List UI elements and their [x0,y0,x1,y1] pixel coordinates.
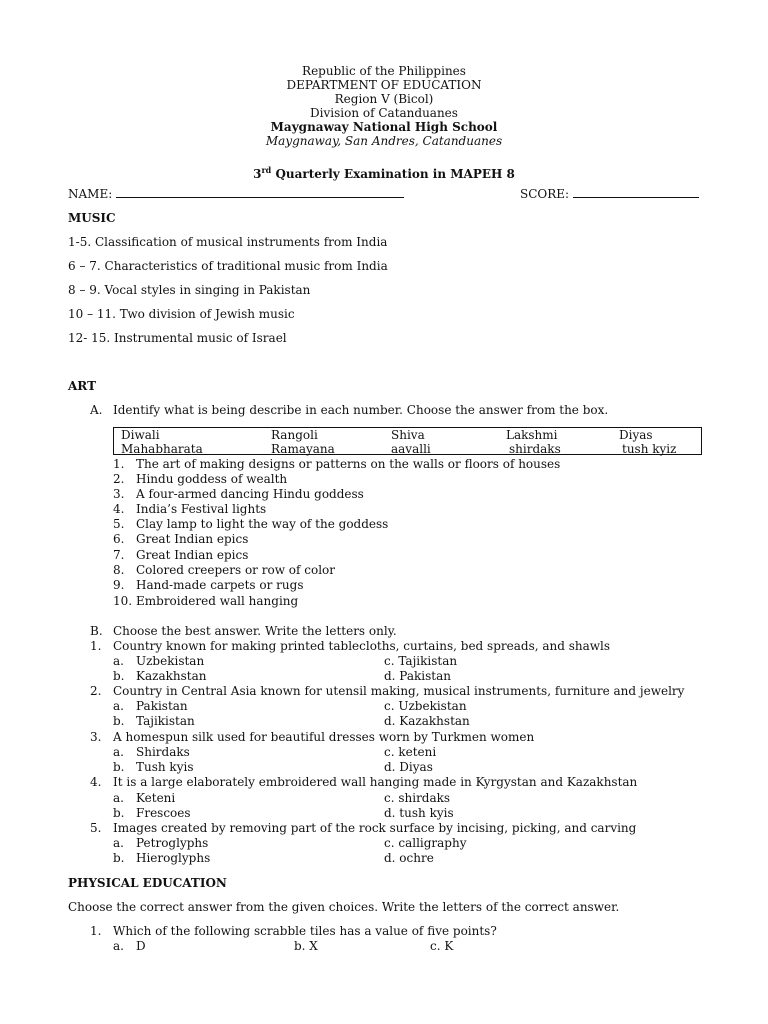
choice-letter: b. [113,714,125,728]
question-text: Which of the following scrabble tiles has a value of five points? [113,924,497,938]
choice-b: Kazakhstan [136,669,207,683]
music-item: 1-5. Classification of musical instruments from India [68,235,388,249]
exam-title-number: 3 [253,167,262,181]
question-number: 3. [90,730,102,744]
question-text: Country in Central Asia known for utensil making, musical instruments, furniture and jewelry [113,684,685,698]
choice-d: d. tush kyis [384,806,454,820]
score-blank[interactable] [573,187,699,198]
art-a-item: Hand-made carpets or rugs [136,578,304,592]
choice-a: Petroglyphs [136,836,209,850]
choice-letter: a. [113,939,124,953]
word-box-item: Rangoli [271,428,318,442]
art-a-item: Colored creepers or row of color [136,563,336,577]
choice-a: D [136,939,146,953]
choice-c: c. keteni [384,745,437,759]
question-number: 1. [90,924,102,938]
list-number: 2. [113,472,125,486]
art-heading: ART [68,379,97,393]
word-box-item: Shiva [391,428,425,442]
question-number: 5. [90,821,102,835]
choice-b: Frescoes [136,806,191,820]
music-item: 8 – 9. Vocal styles in singing in Pakistan [68,283,311,297]
choice-b: Hieroglyphs [136,851,211,865]
word-box-item: Mahabharata [121,442,203,456]
choice-a: Shirdaks [136,745,190,759]
word-box-item: Diwali [121,428,160,442]
question-number: 2. [90,684,102,698]
header-division: Division of Catanduanes [310,106,458,120]
choice-letter: a. [113,836,124,850]
score-field [520,187,699,202]
question-text: A homespun silk used for beautiful dresses worn by Turkmen women [113,730,535,744]
question-text: Images created by removing part of the rock surface by incising, picking, and carving [113,821,637,835]
art-part-b-instruction: Choose the best answer. Write the letters only. [113,624,397,638]
word-box-item: Lakshmi [506,428,558,442]
art-part-a-letter: A. [90,403,103,417]
header-republic: Republic of the Philippines [302,64,466,78]
art-part-b-letter: B. [90,624,103,638]
choice-letter: b. [113,760,125,774]
question-number: 1. [90,639,102,653]
music-heading: MUSIC [68,211,116,225]
music-item: 6 – 7. Characteristics of traditional music from India [68,259,388,273]
word-box-item: tush kyiz [622,442,677,456]
art-a-item: Hindu goddess of wealth [136,472,288,486]
choice-a: Pakistan [136,699,188,713]
list-number: 6. [113,532,125,546]
choice-b: Tush kyis [136,760,194,774]
choice-a: Uzbekistan [136,654,205,668]
choice-letter: a. [113,791,124,805]
choice-c: c. shirdaks [384,791,451,805]
choice-c: c. calligraphy [384,836,467,850]
list-number: 5. [113,517,125,531]
word-box-item: shirdaks [509,442,561,456]
pe-heading: PHYSICAL EDUCATION [68,876,227,890]
choice-letter: b. [113,806,125,820]
list-number: 4. [113,502,125,516]
question-text: It is a large elaborately embroidered wall hanging made in Kyrgystan and Kazakhstan [113,775,638,789]
score-label: SCORE: [520,187,570,201]
list-number: 8. [113,563,125,577]
choice-c: c. Tajikistan [384,654,458,668]
header-address: Maygnaway, San Andres, Catanduanes [265,134,503,148]
art-part-a-instruction: Identify what is being describe in each number. Choose the answer from the box. [113,403,609,417]
art-a-item: A four-armed dancing Hindu goddess [136,487,364,501]
list-number: 9. [113,578,125,592]
word-box-item: Diyas [619,428,653,442]
choice-d: d. ochre [384,851,434,865]
art-a-item: India’s Festival lights [136,502,267,516]
choice-b: b. X [294,939,318,953]
pe-instruction: Choose the correct answer from the given choices. Write the letters of the correct answer. [68,900,620,914]
word-box-item: aavalli [391,442,431,456]
choice-a: Keteni [136,791,176,805]
art-a-item: Great Indian epics [136,548,249,562]
question-text: Country known for making printed tablecloths, curtains, bed spreads, and shawls [113,639,611,653]
choice-d: d. Pakistan [384,669,451,683]
art-a-item: Clay lamp to light the way of the goddess [136,517,389,531]
art-a-item: The art of making designs or patterns on the walls or floors of houses [136,457,561,471]
list-number: 1. [113,457,125,471]
name-label: NAME: [68,187,113,201]
music-item: 12- 15. Instrumental music of Israel [68,331,287,345]
header-region: Region V (Bicol) [334,92,434,106]
list-number: 10. [113,594,133,608]
choice-c: c. K [430,939,454,953]
header-department: DEPARTMENT OF EDUCATION [286,78,482,92]
choice-d: d. Diyas [384,760,433,774]
choice-c: c. Uzbekistan [384,699,467,713]
word-box-item: Ramayana [271,442,335,456]
choice-letter: b. [113,669,125,683]
list-number: 7. [113,548,125,562]
choice-letter: a. [113,745,124,759]
choice-b: Tajikistan [136,714,195,728]
art-a-item: Embroidered wall hanging [136,594,299,608]
name-blank[interactable] [116,187,404,198]
music-item: 10 – 11. Two division of Jewish music [68,307,295,321]
exam-title [0,163,768,182]
header-school: Maygnaway National High School [270,120,498,134]
exam-title-ordinal: rd [261,165,272,175]
name-field [68,187,404,202]
art-a-item: Great Indian epics [136,532,249,546]
choice-letter: a. [113,654,124,668]
choice-letter: b. [113,851,125,865]
question-number: 4. [90,775,102,789]
choice-letter: a. [113,699,124,713]
exam-title-rest: Quarterly Examination in MAPEH 8 [271,167,515,181]
list-number: 3. [113,487,125,501]
choice-d: d. Kazakhstan [384,714,470,728]
